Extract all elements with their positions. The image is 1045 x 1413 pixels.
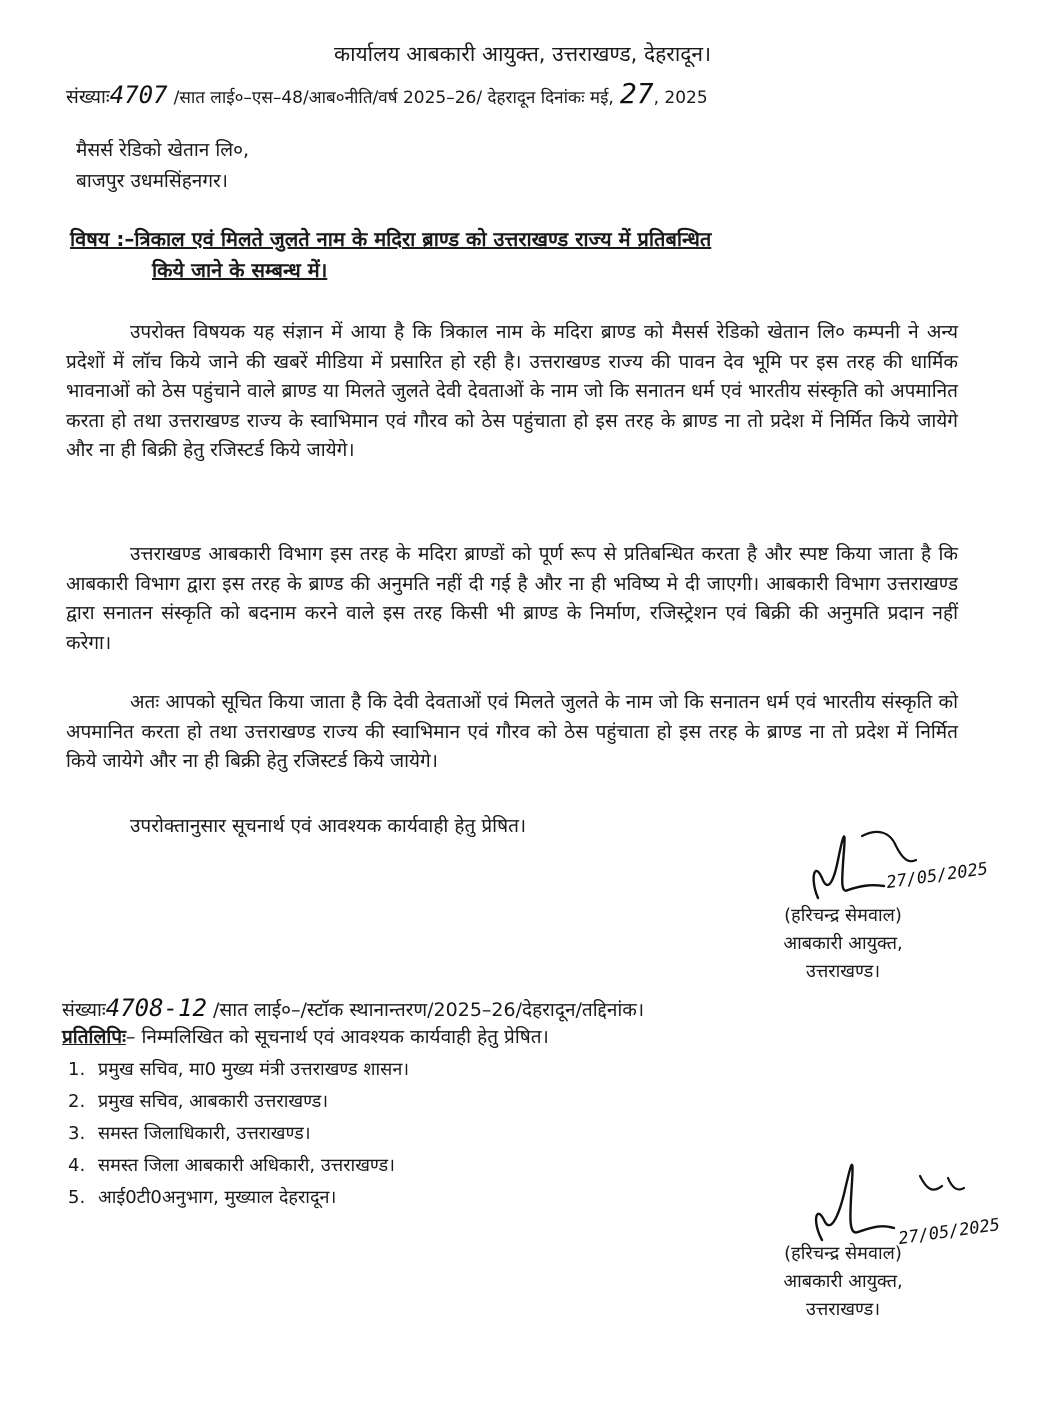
copy-intro: – निम्मलिखित को सूचनार्थ एवं आवश्यक कार्यवाही हेतु प्रेषित। xyxy=(125,1026,549,1048)
list-item: 2. प्रमुख सचिव, आबकारी उत्तराखण्ड। xyxy=(68,1091,329,1112)
office-title: कार्यालय आबकारी आयुक्त, उत्तराखण्ड, देहरादून। xyxy=(333,42,712,66)
ref-number: 4707 xyxy=(109,81,168,109)
date-year: , 2025 xyxy=(653,88,708,108)
reference-line xyxy=(66,77,708,110)
body-paragraph-3: अतः आपको सूचित किया जाता है कि देवी देवताओं एवं मिलते जुलते के नाम जो कि सनातन धर्म एवं भारतीय संस्कृति को अपमानित करता हो तथा उत्तराखण्ड राज्य की स्वाभिमान एवं गौरव को ठेस पहुंचाता हो इस तरह के ब्राण्ड ना तो प्रदेश में निर्मित किये जायेगे और ना ही बिक्री हेतु रजिस्टर्ड किये जायेगे। xyxy=(66,691,958,772)
list-item: 3. समस्त जिलाधिकारी, उत्तराखण्ड। xyxy=(68,1123,311,1144)
signatory-state: उत्तराखण्ड। xyxy=(805,961,881,982)
subject-line-2: किये जाने के सम्बन्ध में। xyxy=(152,258,328,282)
signatory-name: (हरिचन्द्र सेमवाल) xyxy=(784,1243,902,1264)
recipient-list xyxy=(68,1054,409,1214)
signature-2-date: 27/05/2025 xyxy=(897,1214,1002,1250)
ref-prefix: संख्याः xyxy=(66,86,110,108)
copy-ref-rest: /सात लाई०–/स्टॉक स्थानान्तरण/2025–26/देहरादून/तद्दिनांक। xyxy=(212,999,645,1021)
signatory-designation: आबकारी आयुक्त, xyxy=(783,1271,903,1292)
signatory-state: उत्तराखण्ड। xyxy=(805,1299,881,1320)
subject xyxy=(70,224,960,286)
addressee-line-2: बाजपुर उधमसिंहनगर। xyxy=(76,170,228,192)
list-item: 1. प्रमुख सचिव, मा0 मुख्य मंत्री उत्तराखण्ड शासन। xyxy=(68,1059,410,1080)
signature-1-date: 27/05/2025 xyxy=(885,858,990,894)
date-day: 27 xyxy=(619,77,654,110)
addressee-line-1: मैसर्स रेडिको खेतान लि०, xyxy=(76,139,250,161)
body-paragraph-2: उत्तराखण्ड आबकारी विभाग इस तरह के मदिरा ब्राण्डों को पूर्ण रूप से प्रतिबन्धित करता है और स्पष्ट किया जाता है कि आबकारी विभाग द्वारा इस तरह के ब्राण्ड की अनुमति नहीं दी गई है और ना ही भविष्य मे दी जाएगी। आबकारी विभाग उत्तराखण्ड द्वारा सनातन संस्कृति को बदनाम करने वाले इस तरह किसी भी ब्राण्ड के निर्माण, रजिस्ट्रेशन एवं बिक्री की अनुमति प्रदान नहीं करेगा। xyxy=(66,543,958,654)
ref-middle: /सात लाई०–एस–48/आब०नीति/वर्ष 2025–26/ देहरादून दिनांकः मई, xyxy=(173,88,614,108)
copy-reference-line xyxy=(62,996,644,1020)
copy-ref-number: 4708-12 xyxy=(105,994,207,1022)
body-paragraph-4: उपरोक्तानुसार सूचनार्थ एवं आवश्यक कार्यवाही हेतु प्रेषित। xyxy=(130,815,527,837)
list-item: 4. समस्त जिला आबकारी अधिकारी, उत्तराखण्ड। xyxy=(68,1155,395,1176)
body-paragraph-1: उपरोक्त विषयक यह संज्ञान में आया है कि त्रिकाल नाम के मदिरा ब्राण्ड को मैसर्स रेडिको खेतान लि० कम्पनी ने अन्य प्रदेशों में लॉच किये जाने की खबरें मीडिया में प्रसारित हो रही है। उत्तराखण्ड राज्य की पावन देव भूमि पर इस तरह की धार्मिक भावनाओं को ठेस पहुंचाने वाले ब्राण्ड या मिलते जुलते देवी देवताओं के नाम जो कि सनातन धर्म एवं भारतीय संस्कृति को अपमानित करता हो तथा उत्तराखण्ड राज्य के स्वाभिमान एवं गौरव को ठेस पहुंचाता हो इस तरह के ब्राण्ड ना तो प्रदेश में निर्मित किये जायेगे और ना ही बिक्री हेतु रजिस्टर्ड किये जायेगे। xyxy=(66,321,958,461)
copy-intro-line xyxy=(62,1028,549,1047)
signatory-designation: आबकारी आयुक्त, xyxy=(783,933,903,954)
list-item: 5. आई0टी0अनुभाग, मुख्याल देहरादून। xyxy=(68,1187,337,1208)
copy-ref-prefix: संख्याः xyxy=(62,999,106,1021)
copy-label: प्रतिलिपिः xyxy=(62,1026,126,1048)
subject-line-1: विषय :–त्रिकाल एवं मिलते जुलते नाम के मदिरा ब्राण्ड को उत्तराखण्ड राज्य में प्रतिबन्धित xyxy=(70,227,712,251)
signatory-name: (हरिचन्द्र सेमवाल) xyxy=(784,905,902,926)
signature-2-block xyxy=(740,1240,946,1324)
signature-1-block xyxy=(740,902,946,986)
